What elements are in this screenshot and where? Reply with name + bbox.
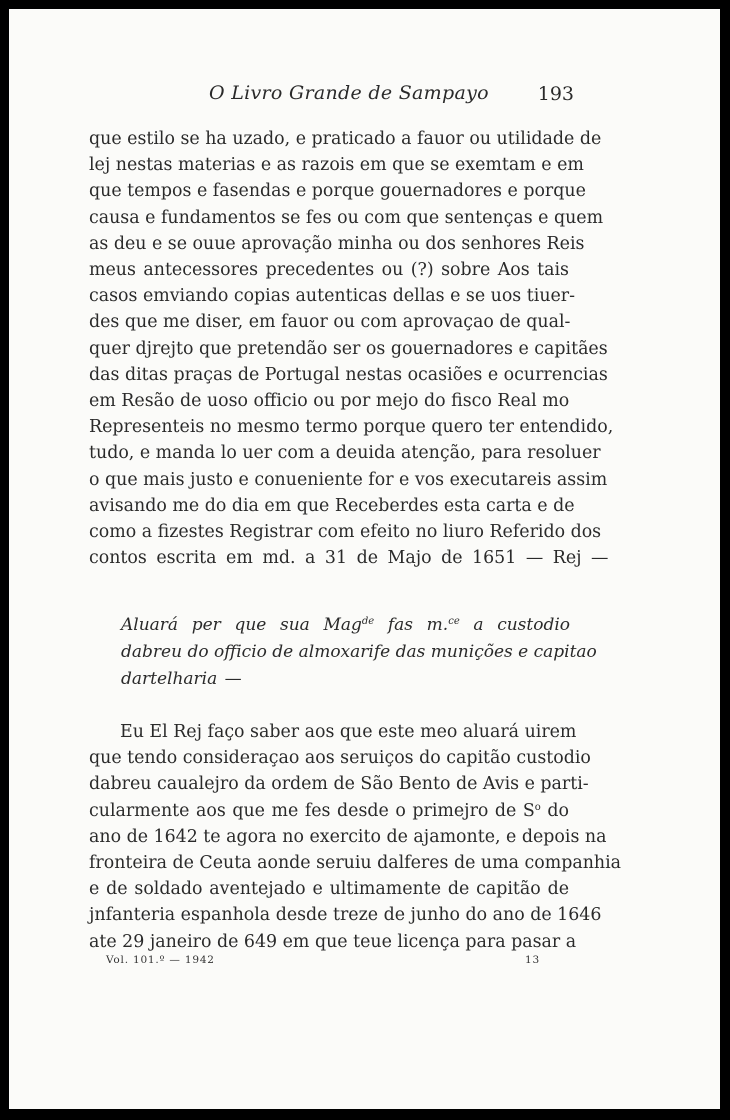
text-line: avisando me do dia em que Receberdes esta carta e de bbox=[89, 495, 575, 516]
text-line: des que me diser, em fauor ou com aprovaçao de qual- bbox=[89, 312, 571, 333]
heading-line: dabreu do officio de almoxarife das munições e capitao bbox=[121, 642, 597, 662]
heading-text: a custodio bbox=[459, 615, 571, 635]
page-footer bbox=[106, 954, 540, 966]
heading-text: Aluará per que sua Mag bbox=[121, 615, 362, 635]
text-line: lej nestas materias e as razois em que se exemtam e em bbox=[89, 155, 584, 176]
text-line: em Resão de uoso officio ou por mejo do fisco Real mo bbox=[89, 391, 570, 412]
heading-line bbox=[121, 612, 570, 639]
superscript: de bbox=[361, 616, 375, 627]
text-line: e de soldado aventejado e ultimamente de capitão de bbox=[89, 879, 569, 900]
text-line: contos escrita em md. a 31 de Majo de 1651 — Rej — bbox=[89, 548, 609, 569]
text-line: as deu e se ouue aprovação minha ou dos senhores Reis bbox=[89, 233, 585, 254]
superscript: ce bbox=[448, 616, 460, 627]
text-line: quer djrejto que pretendão ser os gouernadores e capitães bbox=[89, 338, 608, 359]
text-line: ano de 1642 te agora no exercito de ajamonte, e depois na bbox=[89, 826, 607, 847]
text-line: como a fizestes Registrar com efeito no liuro Referido dos bbox=[89, 522, 602, 543]
signature-mark: 13 bbox=[525, 954, 540, 966]
document-page bbox=[9, 9, 720, 1109]
text-line: Representeis no mesmo termo porque quero ter entendido, bbox=[89, 417, 614, 438]
paragraph-2 bbox=[89, 719, 622, 955]
text-line bbox=[89, 798, 569, 824]
superscript: o bbox=[534, 801, 541, 813]
running-title: O Livro Grande de Sampayo bbox=[209, 82, 489, 104]
line-text: cularmente aos que me fes desde o primejro de S bbox=[89, 800, 535, 821]
page-number: 193 bbox=[537, 83, 574, 105]
text-line: Eu El Rej faço saber aos que este meo aluará uirem bbox=[120, 722, 577, 742]
text-line: das ditas praças de Portugal nestas ocasiões e ocurrencias bbox=[89, 364, 608, 385]
text-line: fronteira de Ceuta aonde seruiu dalferes de uma companhia bbox=[89, 853, 622, 874]
line-text: do bbox=[540, 800, 569, 821]
text-line: casos emviando copias autenticas dellas e se uos tiuer- bbox=[89, 286, 575, 307]
volume-line: Vol. 101.º — 1942 bbox=[106, 954, 215, 966]
page-header bbox=[89, 82, 574, 110]
heading-line: dartelharia — bbox=[121, 669, 242, 689]
text-line: que estilo se ha uzado, e praticado a fauor ou utilidade de bbox=[89, 129, 602, 149]
document-heading bbox=[121, 612, 597, 693]
text-line: ate 29 janeiro de 649 em que teue licença para pasar a bbox=[89, 931, 577, 952]
text-line: meus antecessores precedentes ou (?) sobre Aos tais bbox=[89, 260, 569, 281]
text-line: que tendo consideraçao aos seruiços do capitão custodio bbox=[89, 748, 591, 769]
text-line: que tempos e fasendas e porque gouernadores e porque bbox=[89, 181, 586, 202]
paragraph-1 bbox=[89, 126, 614, 571]
text-line: causa e fundamentos se fes ou com que sentenças e quem bbox=[89, 207, 604, 228]
text-line: o que mais justo e conueniente for e vos executareis assim bbox=[89, 469, 608, 490]
heading-text: fas m. bbox=[374, 615, 449, 635]
text-line: jnfanteria espanhola desde treze de junho do ano de 1646 bbox=[89, 905, 602, 926]
text-line: dabreu caualejro da ordem de São Bento de Avis e parti- bbox=[89, 774, 589, 795]
text-line: tudo, e manda lo uer com a deuida atenção, para resoluer bbox=[89, 443, 601, 464]
